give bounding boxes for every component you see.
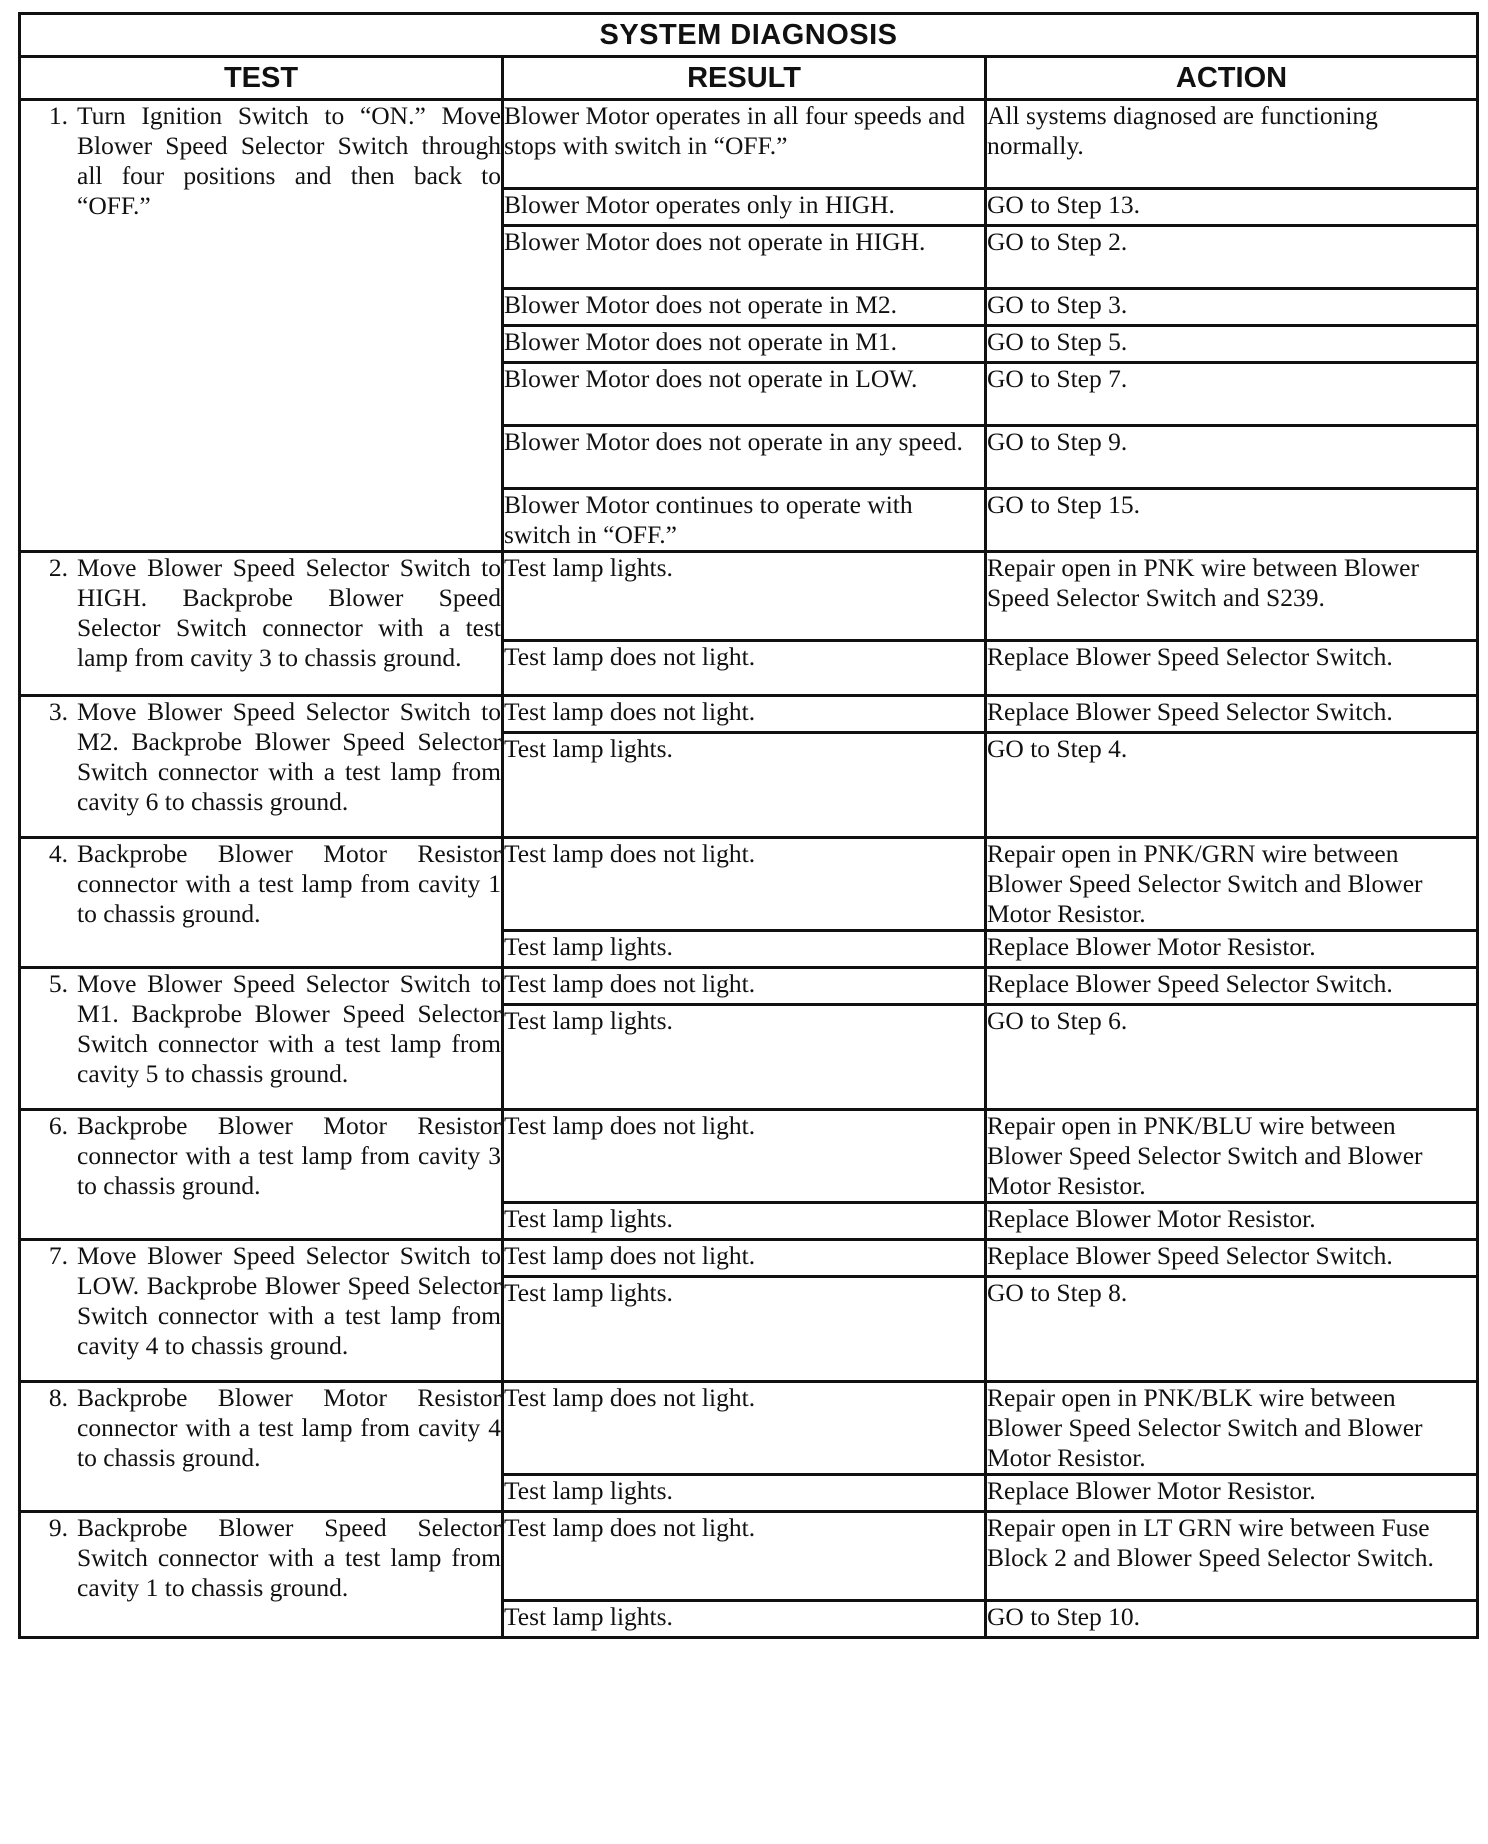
table-row — [20, 1382, 1478, 1475]
result-cell: Blower Motor does not operate in HIGH. — [503, 226, 986, 289]
diagnosis-body — [20, 100, 1478, 1638]
step-number: 6. — [48, 1111, 68, 1140]
action-cell: Replace Blower Speed Selector Switch. — [986, 1240, 1478, 1277]
result-cell: Blower Motor does not operate in any speed. — [503, 426, 986, 489]
test-step — [21, 1383, 501, 1473]
step-instruction: Turn Ignition Switch to “ON.” Move Blower Speed Selector Switch through all four positions and then back to “OFF.” — [77, 101, 501, 220]
test-step-cell — [20, 968, 503, 1110]
action-cell: Replace Blower Speed Selector Switch. — [986, 641, 1478, 696]
action-cell: GO to Step 13. — [986, 189, 1478, 226]
result-cell: Test lamp does not light. — [503, 1512, 986, 1601]
result-cell: Test lamp lights. — [503, 1277, 986, 1382]
result-cell: Test lamp lights. — [503, 733, 986, 838]
result-cell: Blower Motor does not operate in M1. — [503, 326, 986, 363]
header-row — [20, 57, 1478, 100]
result-cell: Test lamp lights. — [503, 1475, 986, 1512]
step-instruction: Backprobe Blower Speed Selector Switch connector with a test lamp from cavity 1 to chassis ground. — [77, 1513, 501, 1602]
result-cell: Test lamp does not light. — [503, 1240, 986, 1277]
result-cell: Blower Motor continues to operate with switch in “OFF.” — [503, 489, 986, 552]
action-cell: GO to Step 15. — [986, 489, 1478, 552]
column-header-action: ACTION — [986, 57, 1478, 100]
action-cell: GO to Step 10. — [986, 1601, 1478, 1638]
title-row — [20, 14, 1478, 57]
diagnosis-page — [18, 12, 1476, 1639]
column-header-test: TEST — [20, 57, 503, 100]
test-step — [21, 697, 501, 817]
action-cell: Replace Blower Speed Selector Switch. — [986, 968, 1478, 1005]
step-number: 1. — [48, 101, 68, 130]
test-step — [21, 1111, 501, 1201]
step-number: 2. — [48, 553, 68, 582]
test-step-cell — [20, 838, 503, 968]
step-instruction: Backprobe Blower Motor Resistor connector with a test lamp from cavity 3 to chassis ground. — [77, 1111, 501, 1200]
test-step — [21, 839, 501, 929]
test-step — [21, 1513, 501, 1603]
result-cell: Test lamp lights. — [503, 1203, 986, 1240]
result-cell: Blower Motor does not operate in LOW. — [503, 363, 986, 426]
result-cell: Test lamp does not light. — [503, 838, 986, 931]
test-step-cell — [20, 552, 503, 696]
action-cell: All systems diagnosed are functioning normally. — [986, 100, 1478, 189]
step-instruction: Backprobe Blower Motor Resistor connector with a test lamp from cavity 1 to chassis ground. — [77, 839, 501, 928]
result-cell: Blower Motor operates only in HIGH. — [503, 189, 986, 226]
test-step — [21, 553, 501, 673]
result-cell: Test lamp lights. — [503, 931, 986, 968]
result-cell: Blower Motor does not operate in M2. — [503, 289, 986, 326]
step-instruction: Backprobe Blower Motor Resistor connector with a test lamp from cavity 4 to chassis ground. — [77, 1383, 501, 1472]
result-cell: Test lamp does not light. — [503, 641, 986, 696]
action-cell: GO to Step 9. — [986, 426, 1478, 489]
system-diagnosis-table — [18, 12, 1479, 1639]
test-step-cell — [20, 1240, 503, 1382]
result-cell: Test lamp does not light. — [503, 968, 986, 1005]
test-step-cell — [20, 1382, 503, 1512]
action-cell: Repair open in PNK/BLK wire between Blower Speed Selector Switch and Blower Motor Resistor. — [986, 1382, 1478, 1475]
action-cell: GO to Step 8. — [986, 1277, 1478, 1382]
result-cell: Test lamp does not light. — [503, 1382, 986, 1475]
action-cell: GO to Step 5. — [986, 326, 1478, 363]
result-cell: Test lamp lights. — [503, 552, 986, 641]
test-step — [21, 969, 501, 1089]
action-cell: Repair open in PNK wire between Blower Speed Selector Switch and S239. — [986, 552, 1478, 641]
result-cell: Test lamp lights. — [503, 1005, 986, 1110]
step-number: 3. — [48, 697, 68, 726]
table-row — [20, 1240, 1478, 1277]
action-cell: Replace Blower Motor Resistor. — [986, 1475, 1478, 1512]
result-cell: Test lamp does not light. — [503, 1110, 986, 1203]
action-cell: GO to Step 6. — [986, 1005, 1478, 1110]
table-row — [20, 968, 1478, 1005]
test-step — [21, 1241, 501, 1361]
table-row — [20, 1110, 1478, 1203]
test-step-cell — [20, 696, 503, 838]
table-row — [20, 696, 1478, 733]
action-cell: Repair open in LT GRN wire between Fuse Block 2 and Blower Speed Selector Switch. — [986, 1512, 1478, 1601]
table-row — [20, 838, 1478, 931]
result-cell: Test lamp lights. — [503, 1601, 986, 1638]
step-number: 4. — [48, 839, 68, 868]
action-cell: GO to Step 3. — [986, 289, 1478, 326]
action-cell: GO to Step 2. — [986, 226, 1478, 289]
test-step-cell — [20, 1110, 503, 1240]
step-number: 9. — [48, 1513, 68, 1542]
result-cell: Test lamp does not light. — [503, 696, 986, 733]
action-cell: Replace Blower Motor Resistor. — [986, 931, 1478, 968]
result-cell: Blower Motor operates in all four speeds and stops with switch in “OFF.” — [503, 100, 986, 189]
step-instruction: Move Blower Speed Selector Switch to M1. Backprobe Blower Speed Selector Switch connector with a test lamp from cavity 5 to chassis ground. — [77, 969, 501, 1088]
step-instruction: Move Blower Speed Selector Switch to HIGH. Backprobe Blower Speed Selector Switch connector with a test lamp from cavity 3 to chassis ground. — [77, 553, 501, 672]
table-row — [20, 100, 1478, 189]
step-instruction: Move Blower Speed Selector Switch to LOW. Backprobe Blower Speed Selector Switch connector with a test lamp from cavity 4 to chassis ground. — [77, 1241, 501, 1360]
column-header-result: RESULT — [503, 57, 986, 100]
action-cell: Repair open in PNK/GRN wire between Blower Speed Selector Switch and Blower Motor Resistor. — [986, 838, 1478, 931]
step-number: 8. — [48, 1383, 68, 1412]
action-cell: Replace Blower Speed Selector Switch. — [986, 696, 1478, 733]
action-cell: Repair open in PNK/BLU wire between Blower Speed Selector Switch and Blower Motor Resistor. — [986, 1110, 1478, 1203]
table-row — [20, 552, 1478, 641]
step-number: 5. — [48, 969, 68, 998]
test-step-cell — [20, 100, 503, 552]
test-step — [21, 101, 501, 221]
table-row — [20, 1512, 1478, 1601]
step-instruction: Move Blower Speed Selector Switch to M2. Backprobe Blower Speed Selector Switch connector with a test lamp from cavity 6 to chassis ground. — [77, 697, 501, 816]
step-number: 7. — [48, 1241, 68, 1270]
action-cell: Replace Blower Motor Resistor. — [986, 1203, 1478, 1240]
action-cell: GO to Step 4. — [986, 733, 1478, 838]
action-cell: GO to Step 7. — [986, 363, 1478, 426]
table-title: SYSTEM DIAGNOSIS — [20, 14, 1478, 57]
test-step-cell — [20, 1512, 503, 1638]
